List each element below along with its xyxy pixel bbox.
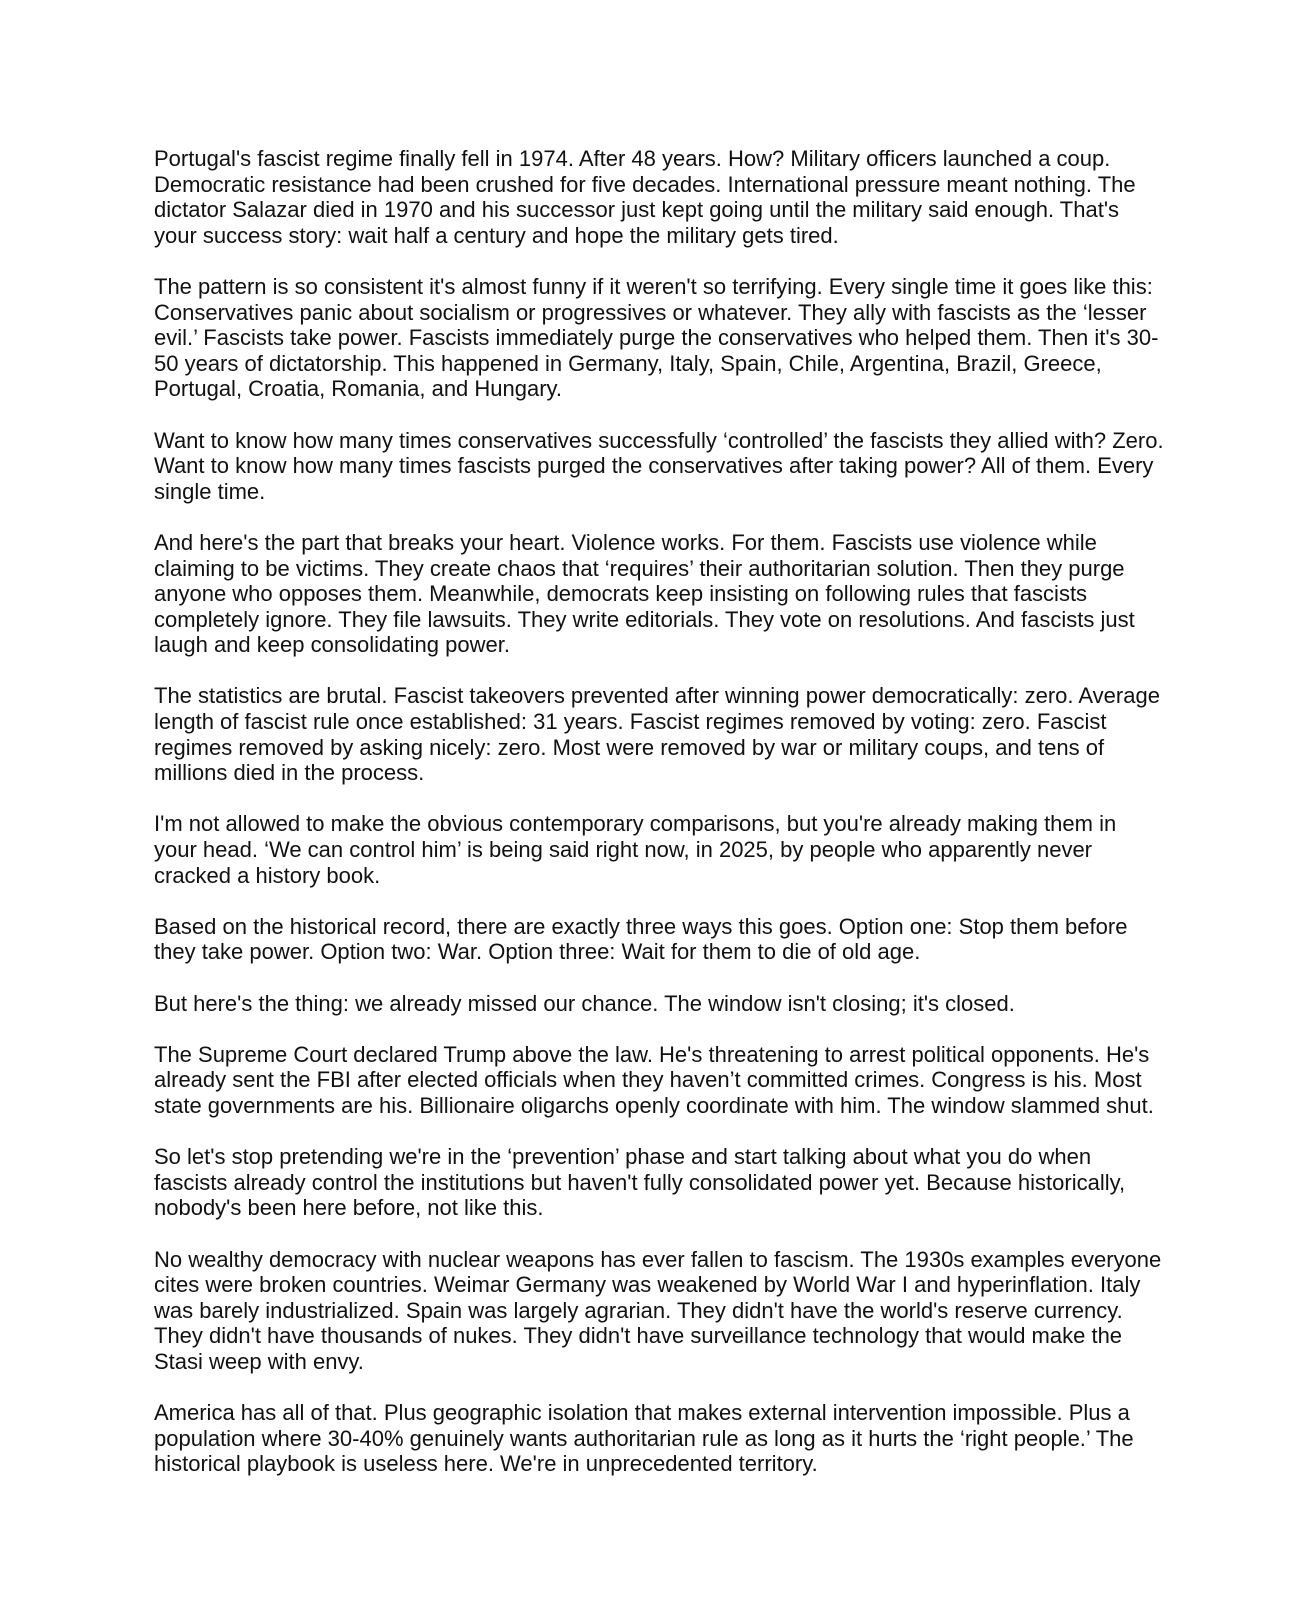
paragraph-america: America has all of that. Plus geographic isolation that makes external intervention impossible. Plus a population where 30-40% genuinely wants authoritarian rule as long as it hurts the ‘right people.’ The historical playbook is useless here. We're in unprecedented territory. (154, 1400, 1134, 1477)
paragraph-statistics: The statistics are brutal. Fascist takeovers prevented after winning power democratically: zero. Average length of fascist rule once established: 31 years. Fascist regimes removed by voting: zero. Fascist regimes removed by asking nicely: zero. Most were removed by war or military coups, and tens of millions died in the process. (154, 683, 1160, 786)
paragraph-portugal: Portugal's fascist regime finally fell in 1974. After 48 years. How? Military officers launched a coup. Democratic resistance had been crushed for five decades. International pressure meant nothing. The dictator Salazar died in 1970 and his successor just kept going until the military said enough. That's your success story: wait half a century and hope the military gets tired. (154, 146, 1136, 248)
paragraph-pattern: The pattern is so consistent it's almost funny if it weren't so terrifying. Every single time it goes like this: Conservatives panic about socialism or progressives or whatever. They ally with fascists as the ‘lesser evil.’ Fascists take power. Fascists immediately purge the conservatives who helped them. Then it's 30-50 years of dictatorship. This happened in Germany, Italy, Spain, Chile, Argentina, Brazil, Greece, Portugal, Croatia, Romania, and Hungary. (154, 273, 1159, 402)
paragraph-missed-chance: But here's the thing: we already missed our chance. The window isn't closing; it's closed. (154, 990, 1015, 1016)
paragraph-control: Want to know how many times conservatives successfully ‘controlled’ the fascists they allied with? Zero. Want to know how many times fascists purged the conservatives after taking power? All of them. Every single time. (154, 427, 1164, 504)
paragraph-three-ways: Based on the historical record, there are exactly three ways this goes. Option one: Stop them before they take power. Option two: War. Option three: Wait for them to die of old age. (154, 913, 1128, 965)
paragraph-wealthy-democracy: No wealthy democracy with nuclear weapons has ever fallen to fascism. The 1930s examples everyone cites were broken countries. Weimar Germany was weakened by World War I and hyperinflation. Italy was barely industrialized. Spain was largely agrarian. They didn't have the world's reserve currency. They didn't have thousands of nukes. They didn't have surveillance technology that would make the Stasi weep with envy. (154, 1246, 1162, 1374)
paragraph-prevention-phase: So let's stop pretending we're in the ‘prevention’ phase and start talking about what you do when fascists already control the institutions but haven't fully consolidated power yet. Because historically, nobody's been here before, not like this. (154, 1144, 1126, 1221)
paragraph-comparisons: I'm not allowed to make the obvious contemporary comparisons, but you're already making them in your head. ‘We can control him’ is being said right now, in 2025, by people who apparently never cracked a history book. (154, 811, 1117, 888)
document-body (154, 146, 1164, 1477)
paragraph-supreme-court: The Supreme Court declared Trump above the law. He's threatening to arrest political opponents. He's already sent the FBI after elected officials when they haven’t committed crimes. Congress is his. Most state governments are his. Billionaire oligarchs openly coordinate with him. The window slammed shut. (154, 1041, 1154, 1118)
paragraph-violence: And here's the part that breaks your heart. Violence works. For them. Fascists use violence while claiming to be victims. They create chaos that ‘requires’ their authoritarian solution. Then they purge anyone who opposes them. Meanwhile, democrats keep insisting on following rules that fascists completely ignore. They file lawsuits. They write editorials. They vote on resolutions. And fascists just laugh and keep consolidating power. (154, 529, 1135, 658)
